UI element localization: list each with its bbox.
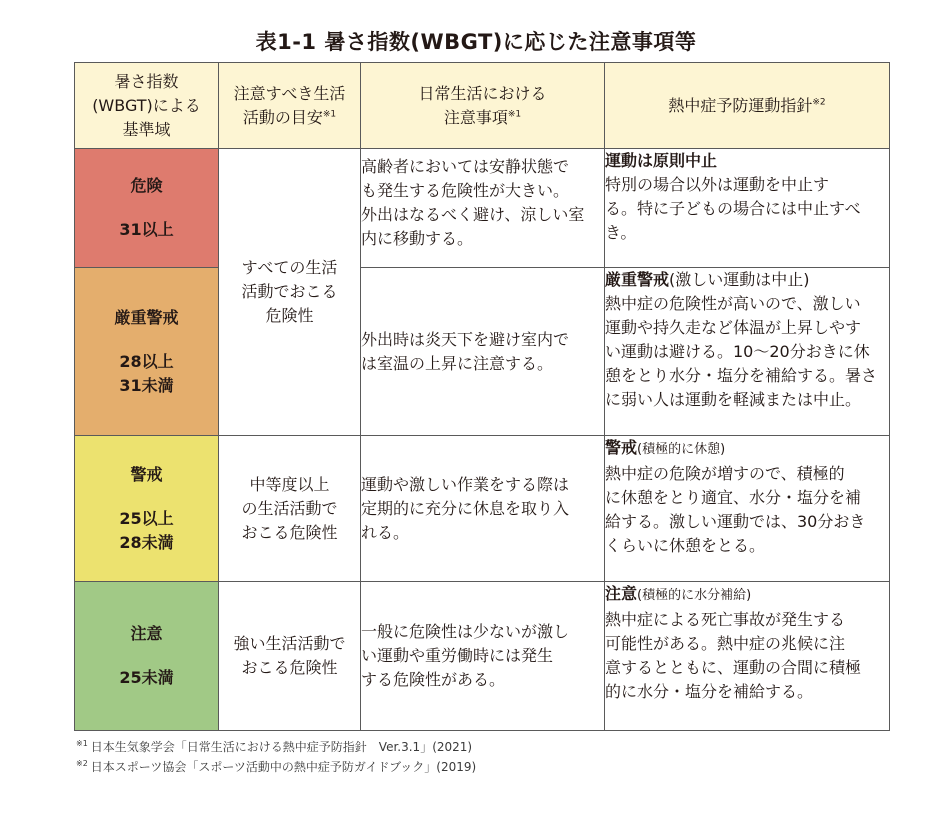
text-line: に休憩をとり適宜、水分・塩分を補 — [605, 488, 862, 507]
text-line: い運動は避ける。10〜20分おきに休 — [605, 342, 870, 361]
table-title: 表1-1 暑さ指数(WBGT)に応じた注意事項等 — [255, 30, 697, 54]
header-line: 注意すべき生活 — [233, 83, 346, 103]
guideline-cell — [605, 268, 890, 436]
text-line: 憩をとり水分・塩分を補給する。暑さ — [605, 366, 878, 385]
text-line: 強い生活活動で — [233, 634, 346, 653]
text-line: する危険性がある。 — [361, 670, 506, 689]
daily-note — [361, 436, 605, 582]
daily-note — [361, 149, 605, 268]
guideline-note: (激しい運動は中止) — [669, 270, 810, 289]
table-row — [75, 582, 890, 731]
wbgt-table — [74, 62, 890, 731]
level-range: 28未満 — [119, 532, 174, 552]
footnote-text: 日本生気象学会「日常生活における熱中症予防指針 Ver.3.1」(2021) — [90, 740, 473, 754]
footnotes — [76, 737, 476, 777]
text-line: れる。 — [361, 522, 410, 542]
header-activity — [219, 63, 361, 149]
level-danger — [75, 149, 219, 268]
text-line: 活動でおこる — [241, 282, 338, 301]
level-warning — [75, 436, 219, 582]
text-line: き。 — [605, 223, 637, 242]
level-name: 厳重警戒 — [114, 307, 179, 327]
text-line: 可能性がある。熱中症の兆候に注 — [605, 634, 846, 653]
header-line: 日常生活における — [418, 83, 547, 103]
header-line: 熱中症予防運動指針 — [668, 95, 813, 115]
footnote-ref: ※2 — [812, 97, 826, 108]
guideline-cell — [605, 436, 890, 582]
text-line: すべての生活 — [241, 258, 338, 277]
text-line: 意するとともに、運動の合間に積極 — [605, 658, 862, 677]
text-line: 熱中症による死亡事故が発生する — [605, 610, 846, 629]
guideline-cell — [605, 149, 890, 268]
table-row — [75, 268, 890, 436]
activity-risk — [219, 436, 361, 582]
text-line: の生活活動で — [241, 498, 338, 518]
level-range: 25未満 — [119, 668, 174, 687]
guideline-cell — [605, 582, 890, 731]
text-line: る。特に子どもの場合には中止すべ — [605, 199, 861, 218]
activity-risk — [219, 582, 361, 731]
header-row — [75, 63, 890, 149]
header-exercise-guideline — [605, 63, 890, 149]
level-caution — [75, 582, 219, 731]
text-line: 外出時は炎天下を避け室内で — [361, 329, 570, 349]
text-line: 運動や激しい作業をする際は — [361, 474, 570, 494]
text-line: 外出はなるべく避け、涼しい室 — [361, 205, 585, 224]
text-line: くらいに休憩をとる。 — [605, 536, 766, 555]
header-line: 基準域 — [122, 119, 171, 139]
level-severe-warning — [75, 268, 219, 436]
level-range: 31未満 — [119, 375, 174, 395]
text-line: い運動や重労働時には発生 — [361, 646, 554, 665]
level-range: 25以上 — [119, 508, 174, 528]
footnote-mark: ※2 — [76, 759, 88, 768]
footnote-ref: ※1 — [322, 109, 337, 120]
guideline-note: (積極的に水分補給) — [637, 588, 752, 603]
text-line: 内に移動する。 — [361, 229, 474, 248]
text-line: 的に水分・塩分を補給する。 — [605, 682, 814, 701]
guideline-title: 注意 — [605, 584, 638, 603]
level-range: 28以上 — [119, 351, 174, 371]
daily-note — [361, 582, 605, 731]
footnote-ref: ※1 — [507, 109, 522, 120]
level-name: 注意 — [130, 624, 163, 643]
level-name: 警戒 — [130, 464, 163, 484]
activity-risk — [219, 149, 361, 436]
footnote-mark: ※1 — [76, 739, 88, 748]
footnote — [76, 737, 476, 757]
text-line: 定期的に充分に休息を取り入 — [361, 498, 570, 518]
text-line: 危険性 — [265, 306, 314, 325]
level-range: 31以上 — [119, 220, 174, 239]
level-name: 危険 — [130, 176, 163, 195]
footnote-text: 日本スポーツ協会「スポーツ活動中の熱中症予防ガイドブック」(2019) — [90, 760, 477, 774]
header-daily-notes — [361, 63, 605, 149]
footnote — [76, 757, 476, 777]
text-line: おこる危険性 — [241, 658, 338, 677]
text-line: 中等度以上 — [249, 474, 330, 494]
text-line: 特別の場合以外は運動を中止す — [605, 175, 830, 194]
guideline-head — [605, 582, 889, 608]
text-line: 給する。激しい運動では、30分おき — [605, 512, 866, 531]
text-line: 熱中症の危険性が高いので、激しい — [605, 294, 861, 313]
header-line: 活動の目安 — [242, 107, 323, 127]
text-line: おこる危険性 — [241, 522, 338, 542]
guideline-head — [605, 268, 889, 292]
text-line: 熱中症の危険が増すので、積極的 — [605, 464, 845, 483]
header-wbgt-range — [75, 63, 219, 149]
guideline-head: 運動は原則中止 — [605, 151, 718, 170]
table-row — [75, 436, 890, 582]
header-line: 暑さ指数 — [114, 71, 179, 91]
header-line: (WBGT)による — [92, 95, 201, 115]
guideline-title: 警戒 — [605, 438, 638, 457]
header-line: 注意事項 — [443, 107, 508, 127]
text-line: 一般に危険性は少ないが激し — [361, 622, 570, 641]
guideline-note: (積極的に休憩) — [637, 442, 726, 457]
text-line: も発生する危険性が大きい。 — [361, 181, 570, 200]
text-line: に弱い人は運動を軽減または中止。 — [605, 390, 862, 409]
guideline-head — [605, 436, 889, 462]
table-row — [75, 149, 890, 268]
guideline-title: 厳重警戒 — [605, 270, 670, 289]
text-line: 運動や持久走など体温が上昇しやす — [605, 318, 862, 337]
text-line: 高齢者においては安静状態で — [361, 157, 570, 176]
text-line: は室温の上昇に注意する。 — [361, 353, 554, 373]
daily-note — [361, 268, 605, 436]
